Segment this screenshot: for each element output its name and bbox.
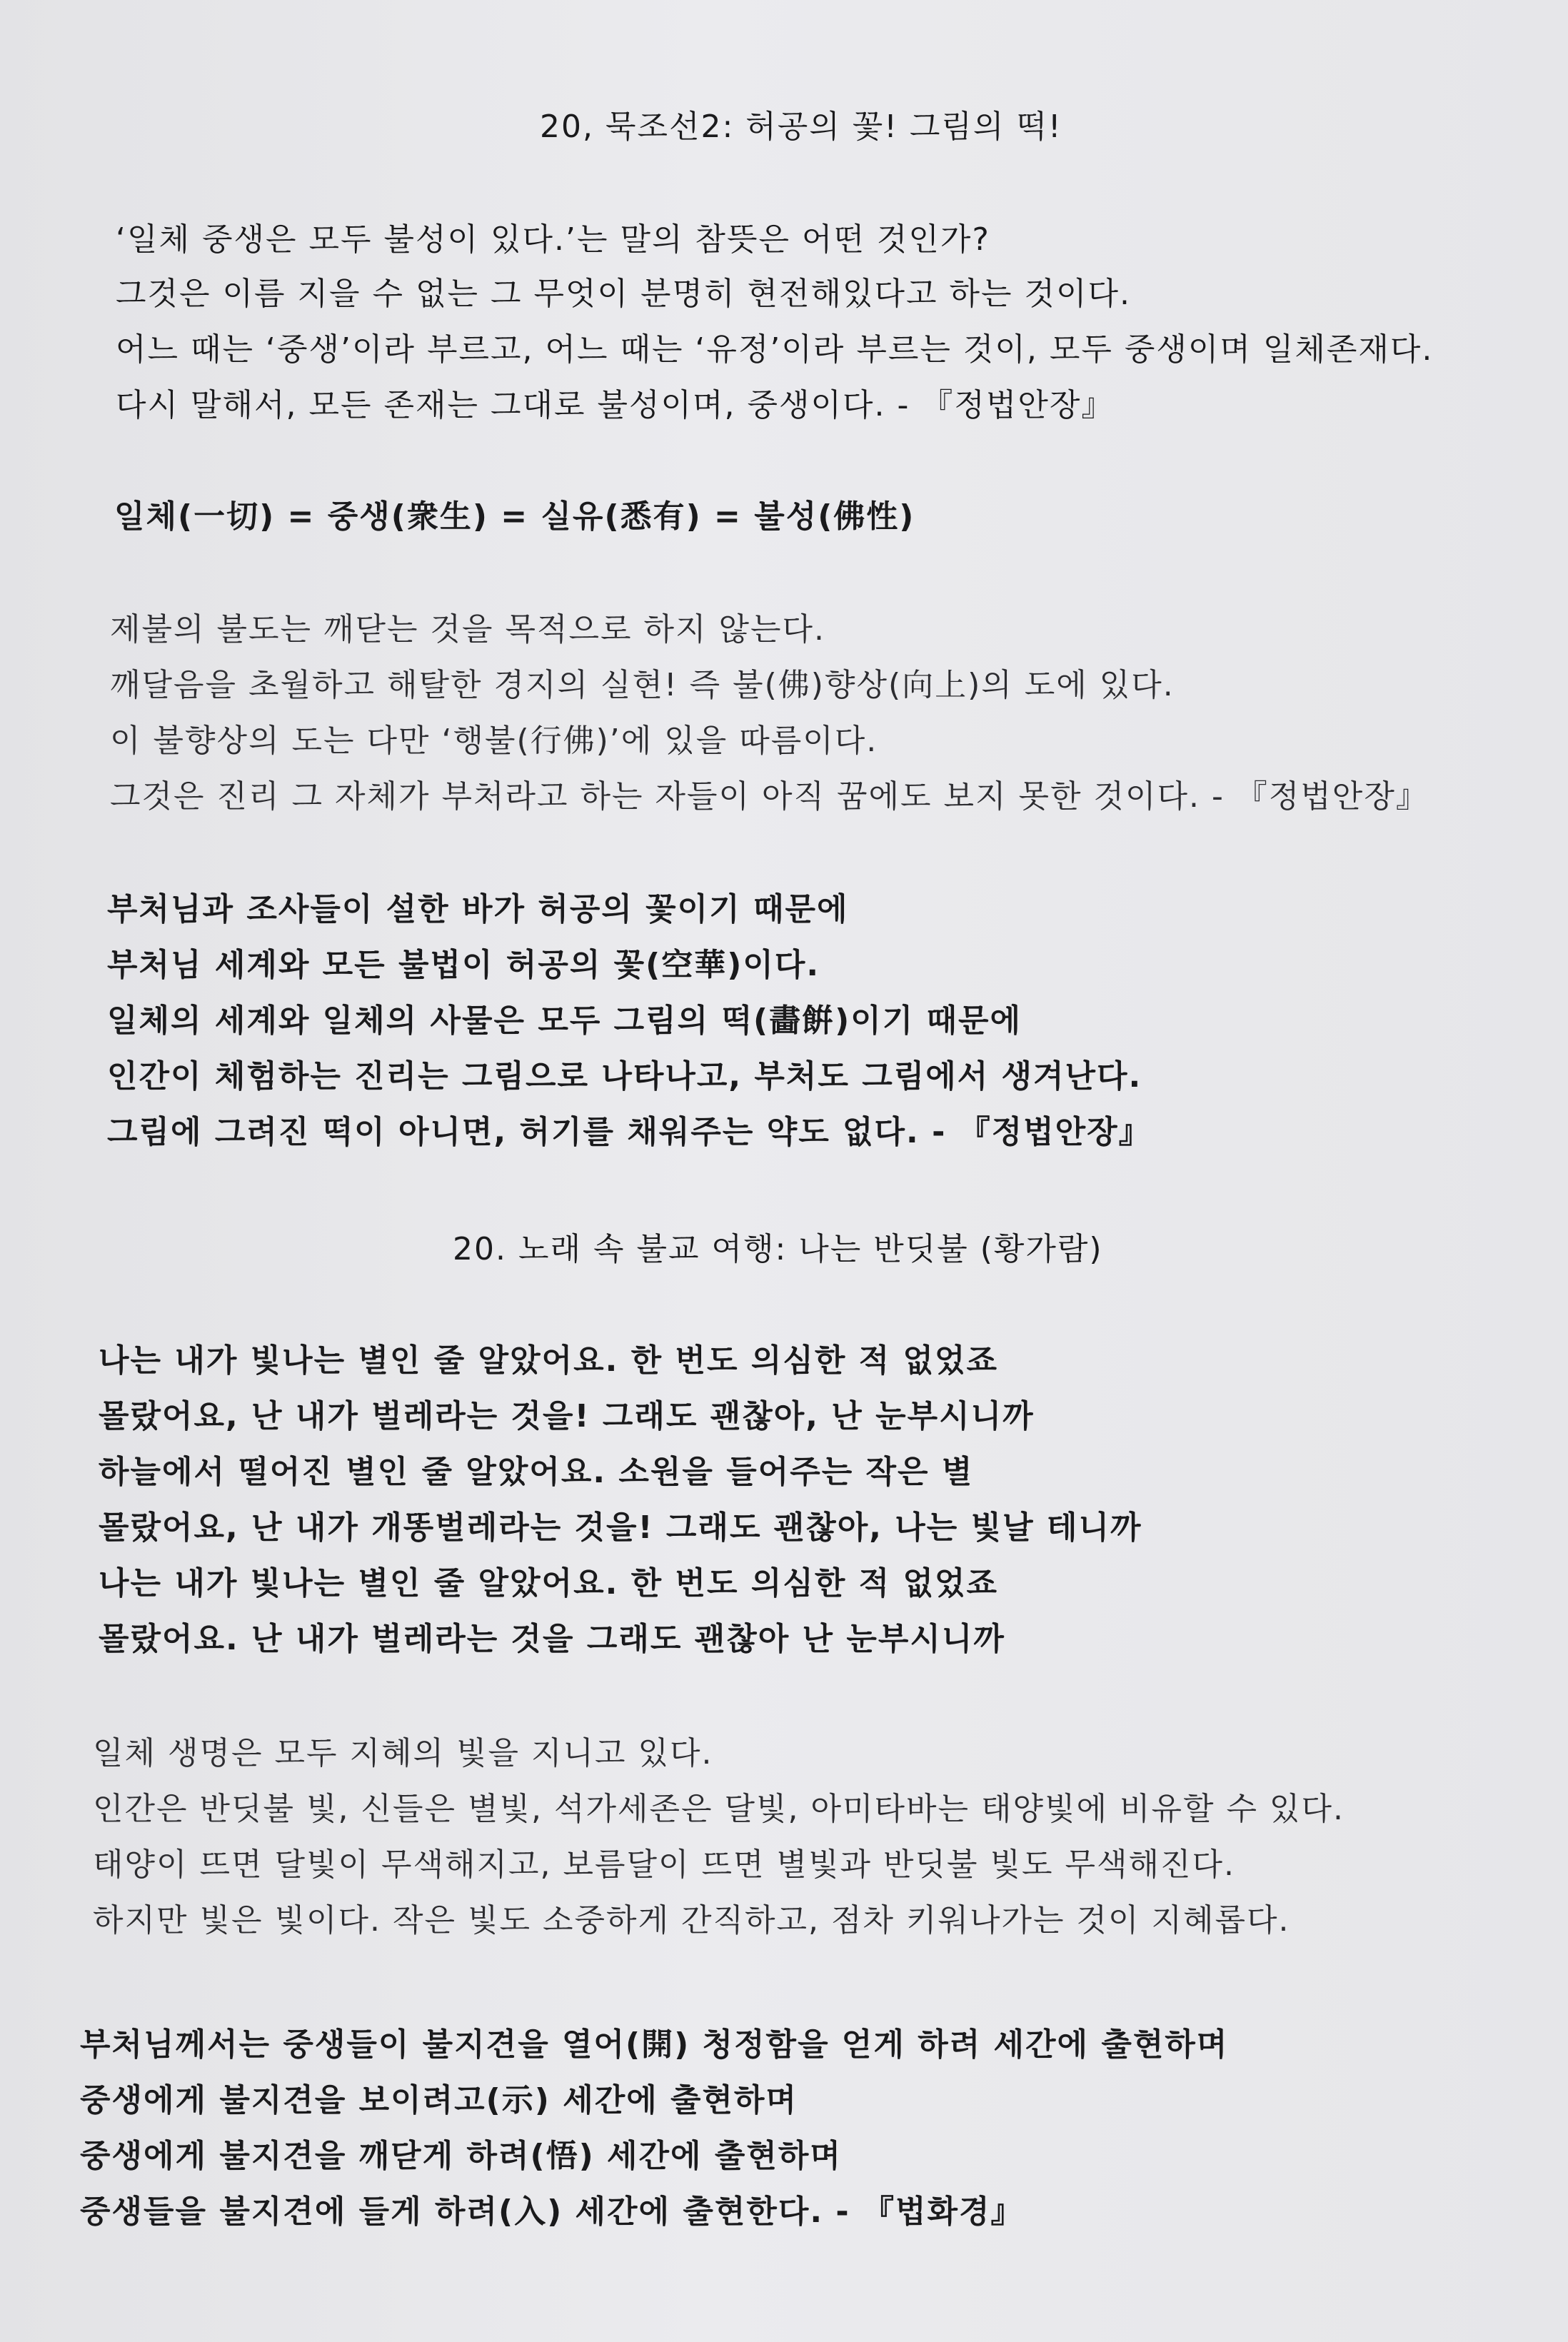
s2-para1-line3: 태양이 뜨면 달빛이 무색해지고, 보름달이 뜨면 별빛과 반딧불 빛도 무색해진다. <box>93 1846 1235 1883</box>
s1-para3-line3: 일체의 세계와 일체의 사물은 모두 그림의 떡(畵餠)이기 때문에 <box>107 1002 1022 1039</box>
s2-lyrics-line6: 몰랐어요. 난 내가 벌레라는 것을 그래도 괜찮아 난 눈부시니까 <box>99 1621 1005 1657</box>
section1-title: 20, 묵조선2: 허공의 꽃! 그림의 떡! <box>540 109 1062 145</box>
s2-para1-line2: 인간은 반딧불 빛, 신들은 별빛, 석가세존은 달빛, 아미타바는 태양빛에 비유할 수 있다. <box>93 1791 1345 1827</box>
s2-lyrics-line5: 나는 내가 빛나는 별인 줄 알았어요. 한 번도 의심한 적 없었죠 <box>99 1565 998 1602</box>
s1-para3-line4: 인간이 체험하는 진리는 그림으로 나타나고, 부처도 그림에서 생겨난다. <box>107 1058 1142 1095</box>
s1-para3-line5: 그림에 그려진 떡이 아니면, 허기를 채워주는 약도 없다. - 『정법안장』 <box>107 1114 1152 1150</box>
s1-para1-line4: 다시 말해서, 모든 존재는 그대로 불성이며, 중생이다. - 『정법안장』 <box>116 387 1115 423</box>
s1-para2-line1: 제불의 불도는 깨닫는 것을 목적으로 하지 않는다. <box>110 611 825 648</box>
s1-para2-line4: 그것은 진리 그 자체가 부처라고 하는 자들이 아직 꿈에도 보지 못한 것이다. - 『정법안장』 <box>110 778 1429 815</box>
s2-para1-line4: 하지만 빛은 빛이다. 작은 빛도 소중하게 간직하고, 점차 키워나가는 것이 지혜롭다. <box>93 1902 1290 1939</box>
s1-para1-line1: ‘일체 중생은 모두 불성이 있다.’는 말의 참뜻은 어떤 것인가? <box>116 221 990 258</box>
section2-title: 20. 노래 속 불교 여행: 나는 반딧불 (황가람) <box>453 1231 1103 1267</box>
s2-lyrics-line1: 나는 내가 빛나는 별인 줄 알았어요. 한 번도 의심한 적 없었죠 <box>99 1342 998 1379</box>
s1-para3-line2: 부처님 세계와 모든 불법이 허공의 꽃(空華)이다. <box>107 947 820 983</box>
s1-equation: 일체(一切) = 중생(衆生) = 실유(悉有) = 불성(佛性) <box>114 498 915 535</box>
s2-para2-line3: 중생에게 불지견을 깨닫게 하려(悟) 세간에 출현하며 <box>80 2138 842 2174</box>
s2-lyrics-line4: 몰랐어요, 난 내가 개똥벌레라는 것을! 그래도 괜찮아, 나는 빛날 테니까 <box>99 1509 1142 1546</box>
s2-para1-line1: 일체 생명은 모두 지혜의 빛을 지니고 있다. <box>93 1735 713 1771</box>
s2-para2-line1: 부처님께서는 중생들이 불지견을 열어(開) 청정함을 얻게 하려 세간에 출현하며 <box>80 2026 1229 2063</box>
s2-para2-line2: 중생에게 불지견을 보이려고(示) 세간에 출현하며 <box>80 2082 798 2119</box>
s1-para1-line2: 그것은 이름 지을 수 없는 그 무엇이 분명히 현전해있다고 하는 것이다. <box>116 276 1131 312</box>
s1-para2-line3: 이 불향상의 도는 다만 ‘행불(行佛)’에 있을 따름이다. <box>110 723 878 759</box>
s2-para2-line4: 중생들을 불지견에 들게 하려(入) 세간에 출현한다. - 『법화경』 <box>80 2193 1024 2230</box>
s2-lyrics-line3: 하늘에서 떨어진 별인 줄 알았어요. 소원을 들어주는 작은 별 <box>99 1454 974 1490</box>
s1-para3-line1: 부처님과 조사들이 설한 바가 허공의 꽃이기 때문에 <box>107 891 849 928</box>
s1-para2-line2: 깨달음을 초월하고 해탈한 경지의 실현! 즉 불(佛)향상(向上)의 도에 있다. <box>110 667 1175 703</box>
s2-lyrics-line2: 몰랐어요, 난 내가 벌레라는 것을! 그래도 괜찮아, 난 눈부시니까 <box>99 1398 1035 1434</box>
s1-para1-line3: 어느 때는 ‘중생’이라 부르고, 어느 때는 ‘유정’이라 부르는 것이, 모두 중생이며 일체존재다. <box>116 331 1434 368</box>
